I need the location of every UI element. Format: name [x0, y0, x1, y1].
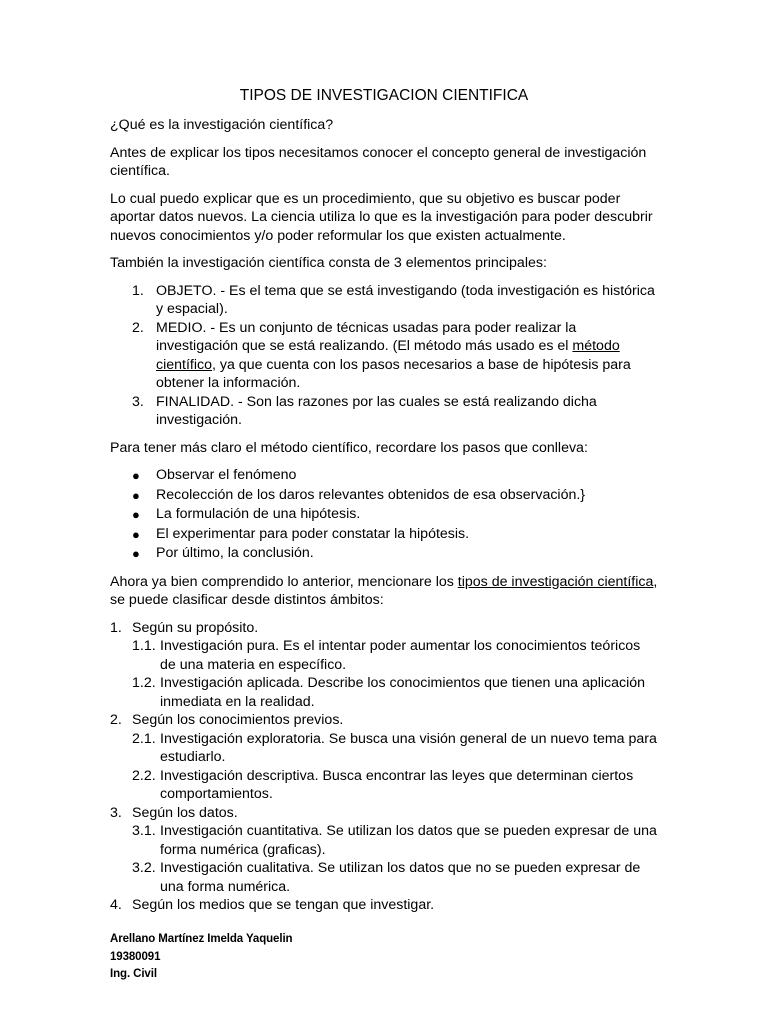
- steps-intro-paragraph: Para tener más claro el método científico, recordare los pasos que conlleva:: [110, 439, 588, 456]
- types-subitem: [110, 859, 658, 896]
- subitem-number: 2.1.: [132, 730, 156, 747]
- elements-intro-paragraph: También la investigación científica consta de 3 elementos principales:: [110, 255, 547, 271]
- types-category: [110, 804, 658, 823]
- types-category: [110, 619, 658, 638]
- subitem-text: Investigación pura. Es el intentar poder aumentar los conocimientos teóricos de una materia en específico.: [160, 638, 641, 673]
- category-number: 3.: [110, 804, 122, 821]
- list-item: [110, 544, 658, 564]
- list-item-text: FINALIDAD. - Son las razones por las cuales se está realizando dicha investigación.: [156, 393, 597, 428]
- student-id: 19380091: [110, 950, 161, 963]
- subitem-number: 2.2.: [132, 767, 156, 784]
- bullet-icon: ●: [132, 546, 140, 561]
- tipos-investigacion-link[interactable]: tipos de investigación científica: [457, 573, 654, 590]
- types-list: [110, 619, 658, 915]
- subitem-text: Investigación cuantitativa. Se utilizan los datos que se pueden expresar de una forma numérica (graficas).: [160, 823, 657, 858]
- list-number: 2.: [132, 319, 144, 336]
- author-footer: [110, 931, 292, 984]
- subitem-number: 1.1.: [132, 638, 156, 654]
- types-intro-text: , se puede clasificar desde distintos ámbitos:: [110, 573, 658, 608]
- category-label: Según los datos.: [132, 804, 238, 821]
- list-item: [110, 319, 658, 393]
- elements-list: [110, 282, 658, 430]
- career-label: Ing. Civil: [110, 968, 157, 980]
- list-item: [110, 466, 658, 486]
- category-label: Según su propósito.: [132, 619, 259, 636]
- subitem-number: 3.1.: [132, 823, 156, 839]
- question-paragraph: ¿Qué es la investigación científica?: [110, 117, 334, 133]
- types-category: [110, 711, 658, 730]
- list-item: [110, 505, 658, 525]
- category-label: Según los medios que se tengan que investigar.: [132, 897, 435, 913]
- category-number: 4.: [110, 897, 122, 913]
- types-subitem: [110, 822, 658, 859]
- bullet-icon: ●: [132, 468, 140, 483]
- category-number: 2.: [110, 712, 122, 728]
- steps-list: [110, 466, 658, 564]
- author-name: Arellano Martínez Imelda Yaquelin: [110, 933, 293, 945]
- definition-paragraph: Lo cual puedo explicar que es un procedimiento, que su objetivo es buscar poder aportar datos nuevos. La ciencia utiliza lo que es la investigación para poder descubrir nuevos conocimientos y/o poder reformular los que existen actualmente.: [110, 190, 653, 244]
- types-category: [110, 896, 658, 915]
- list-item-text: Observar el fenómeno: [156, 467, 297, 483]
- intro-paragraph: Antes de explicar los tipos necesitamos conocer el concepto general de investigación científica.: [110, 144, 647, 179]
- types-subitem: [110, 730, 658, 767]
- category-number: 1.: [110, 619, 122, 636]
- list-item: [110, 525, 658, 545]
- types-subitem: [110, 767, 658, 804]
- subitem-number: 3.2.: [132, 860, 156, 876]
- subitem-text: Investigación descriptiva. Busca encontrar las leyes que determinan ciertos comportamientos.: [160, 767, 634, 802]
- subitem-text: Investigación cualitativa. Se utilizan los datos que no se pueden expresar de una forma numérica.: [160, 860, 641, 895]
- list-item-text: , ya que cuenta con los pasos necesarios a base de hipótesis para obtener la información.: [156, 356, 631, 391]
- list-item-text: El experimentar para poder constatar la hipótesis.: [156, 525, 470, 542]
- types-intro-text: Ahora ya bien comprendido lo anterior, mencionare los: [110, 573, 458, 590]
- list-number: 3.: [132, 393, 144, 410]
- subitem-number: 1.2.: [132, 675, 156, 691]
- list-number: 1.: [132, 282, 144, 299]
- list-item-text: La formulación de una hipótesis.: [156, 506, 361, 522]
- subitem-text: Investigación exploratoria. Se busca una visión general de un nuevo tema para estudiarlo.: [160, 730, 657, 765]
- list-item: [110, 486, 658, 506]
- types-subitem: [110, 674, 658, 711]
- list-item-text: Por último, la conclusión.: [156, 545, 314, 561]
- types-subitem: [110, 637, 658, 674]
- bullet-icon: ●: [132, 526, 140, 542]
- document-title: TIPOS DE INVESTIGACION CIENTIFICA: [239, 87, 529, 104]
- types-intro-paragraph: [110, 573, 658, 610]
- document-body: [110, 86, 658, 915]
- list-item-text: MEDIO. - Es un conjunto de técnicas usadas para poder realizar la investigación que se está realizando. (El método más usado es el: [156, 319, 577, 354]
- subitem-text: Investigación aplicada. Describe los conocimientos que tienen una aplicación inmediata en la realidad.: [160, 675, 646, 710]
- list-item: [110, 393, 658, 430]
- list-item-text: OBJETO. - Es el tema que se está investigando (toda investigación es histórica y espacial).: [156, 282, 655, 317]
- list-item: [110, 282, 658, 319]
- bullet-icon: ●: [132, 507, 140, 522]
- category-label: Según los conocimientos previos.: [132, 712, 344, 728]
- list-item-text: Recolección de los daros relevantes obtenidos de esa observación.}: [156, 486, 586, 503]
- metodo-cientifico-link[interactable]: método científico: [156, 338, 620, 373]
- bullet-icon: ●: [132, 487, 140, 503]
